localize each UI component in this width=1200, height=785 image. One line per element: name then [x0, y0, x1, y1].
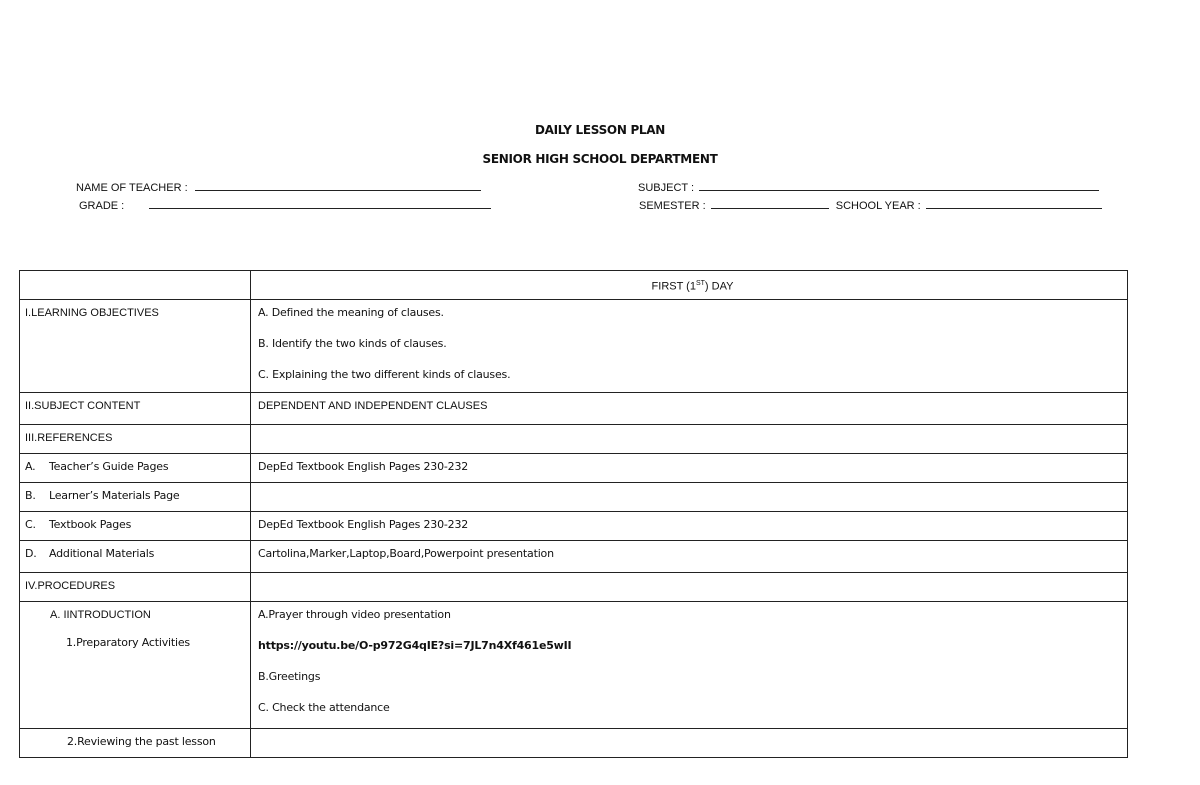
- reference-value: DepEd Textbook English Pages 230-232: [251, 512, 1128, 541]
- subject-blank: [699, 181, 1099, 191]
- subject-field: [638, 181, 1099, 194]
- semester-blank: [711, 199, 829, 209]
- table-cell-empty: [251, 425, 1128, 454]
- subject-content-label: II.SUBJECT CONTENT: [20, 393, 251, 425]
- introduction-content: [251, 602, 1128, 729]
- reference-label: C. Textbook Pages: [20, 512, 251, 541]
- table-row: [20, 271, 1128, 300]
- review-label: 2.Reviewing the past lesson: [20, 729, 251, 758]
- intro-line: C. Check the attendance: [258, 701, 390, 714]
- table-cell-empty: [251, 729, 1128, 758]
- procedures-label: IV.PROCEDURES: [20, 573, 251, 602]
- grade-label: GRADE :: [79, 200, 125, 212]
- table-row: [20, 573, 1128, 602]
- semester-label: SEMESTER :: [639, 200, 706, 212]
- references-label: III.REFERENCES: [20, 425, 251, 454]
- objective-item: B. Identify the two kinds of clauses.: [258, 337, 447, 350]
- semester-field: [639, 199, 1102, 212]
- objective-item: C. Explaining the two different kinds of clauses.: [258, 368, 511, 381]
- reference-value: Cartolina,Marker,Laptop,Board,Powerpoint presentation: [251, 541, 1128, 573]
- table-row: [20, 512, 1128, 541]
- lesson-plan-table: [19, 270, 1128, 758]
- reference-value: DepEd Textbook English Pages 230-232: [251, 454, 1128, 483]
- table-row: [20, 729, 1128, 758]
- teacher-blank: [195, 181, 481, 191]
- school-year-label: SCHOOL YEAR :: [835, 200, 921, 212]
- table-cell-empty: [251, 573, 1128, 602]
- table-row: [20, 393, 1128, 425]
- table-row: [20, 300, 1128, 393]
- objectives-label: I.LEARNING OBJECTIVES: [20, 300, 251, 393]
- intro-line: A.Prayer through video presentation: [258, 608, 451, 621]
- reference-label: B. Learner’s Materials Page: [20, 483, 251, 512]
- teacher-field: [76, 181, 481, 194]
- day-heading: FIRST (1ST) DAY: [251, 271, 1128, 300]
- intro-line: B.Greetings: [258, 670, 321, 683]
- school-year-blank: [926, 199, 1102, 209]
- table-row: [20, 541, 1128, 573]
- department-title: SENIOR HIGH SCHOOL DEPARTMENT: [482, 152, 718, 166]
- table-row: [20, 454, 1128, 483]
- reference-value: [251, 483, 1128, 512]
- subject-label: SUBJECT :: [638, 182, 695, 194]
- table-row: [20, 602, 1128, 729]
- objective-item: A. Defined the meaning of clauses.: [258, 306, 444, 319]
- table-row: [20, 483, 1128, 512]
- grade-blank: [149, 199, 491, 209]
- preparatory-activities-label: 1.Preparatory Activities: [66, 636, 190, 649]
- reference-label: A. Teacher’s Guide Pages: [20, 454, 251, 483]
- subject-content-value: DEPENDENT AND INDEPENDENT CLAUSES: [251, 393, 1128, 425]
- table-row: [20, 425, 1128, 454]
- reference-label: D. Additional Materials: [20, 541, 251, 573]
- video-link[interactable]: https://youtu.be/O-p972G4qIE?si=7JL7n4Xf461e5wII: [258, 639, 572, 652]
- document-title: DAILY LESSON PLAN: [534, 123, 666, 137]
- teacher-label: NAME OF TEACHER :: [76, 182, 188, 194]
- introduction-label: A. IINTRODUCTION 1.Preparatory Activities: [20, 602, 251, 729]
- objectives-list: [251, 300, 1128, 393]
- grade-field: [79, 199, 491, 212]
- table-cell-empty: [20, 271, 251, 300]
